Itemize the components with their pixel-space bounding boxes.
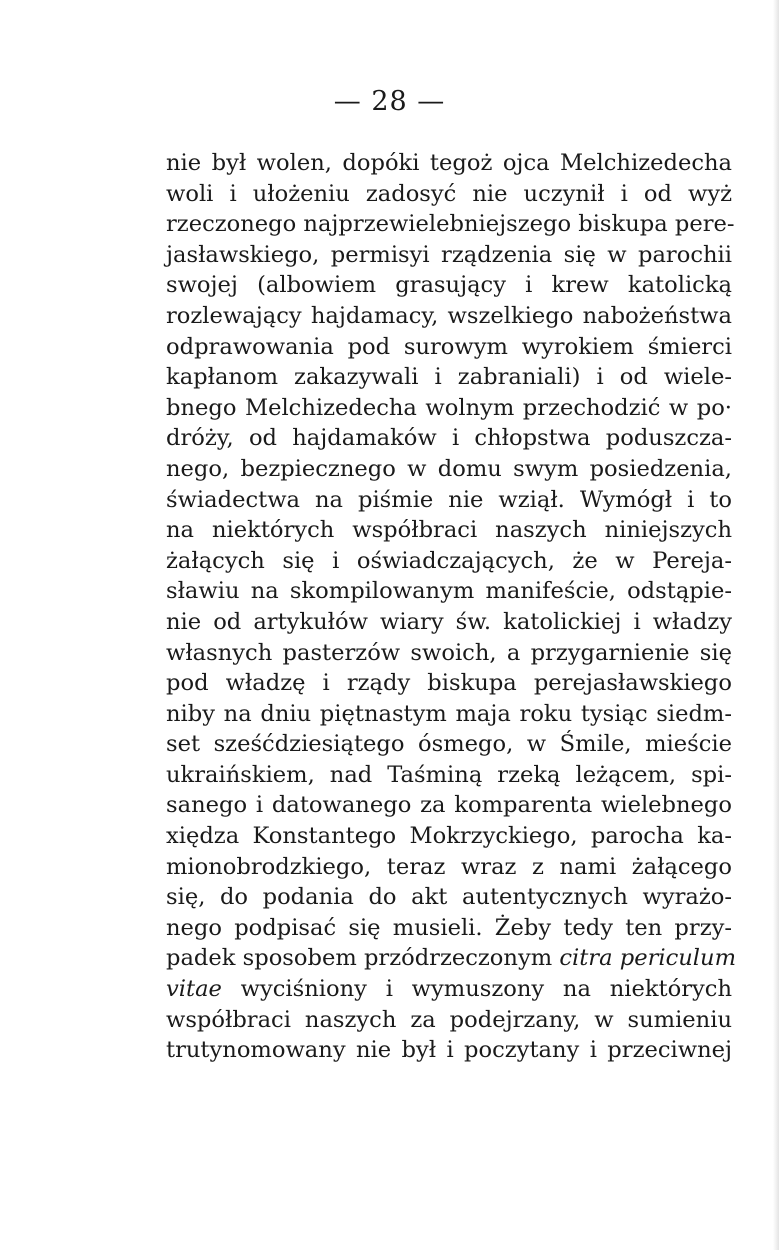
text-line: odprawowania pod surowym wyrokiem śmierci	[166, 333, 732, 360]
text-line: niby na dniu piętnastym maja roku tysiąc siedm-	[166, 700, 732, 727]
text-line: swojej (albowiem grasujący i krew katolicką	[166, 272, 732, 299]
text-line: kapłanom zakazywali i zabraniali) i od wiele-	[166, 364, 732, 391]
text-line: nie był wolen, dopóki tegoż ojca Melchizedecha	[166, 150, 732, 176]
text-line: żałących się i oświadczających, że w Pereja-	[166, 547, 732, 574]
text-line: sanego i datowanego za komparenta wielebnego	[166, 792, 732, 819]
text-line: współbraci naszych za podejrzany, w sumieniu	[166, 1006, 732, 1033]
text-line: set sześćdziesiątego ósmego, w Śmile, mieście	[166, 731, 732, 758]
text-line: dróży, od hajdamaków i chłopstwa poduszcza-	[166, 425, 732, 452]
text-line: rozlewający hajdamacy, wszelkiego nabożeństwa	[166, 302, 732, 329]
page-edge-shadow	[773, 0, 779, 1250]
text-line-with-italic	[166, 974, 732, 1005]
text-line: nego podpisać się musieli. Żeby tedy ten przy-	[166, 914, 732, 941]
text-line: xiędza Konstantego Mokrzyckiego, parocha ka-	[166, 823, 732, 850]
text-line: jasławskiego, permisyi rządzenia się w parochii	[166, 241, 732, 268]
text-line: sławiu na skompilowanym manifeście, odstąpie-	[166, 578, 732, 605]
page-number: — 28 —	[333, 86, 446, 117]
text-line: się, do podania do akt autentycznych wyrażo-	[166, 884, 732, 911]
text-line: mionobrodzkiego, teraz wraz z nami żałącego	[166, 853, 732, 880]
text-line: rzeczonego najprzewielebniejszego biskupa pere-	[166, 211, 735, 238]
text-line: nego, bezpiecznego w domu swym posiedzenia,	[166, 455, 732, 482]
text-line-with-italic	[166, 943, 737, 974]
text-line: nie od artykułów wiary św. katolickiej i władzy	[166, 608, 732, 635]
text-line: świadectwa na piśmie nie wziął. Wymógł i to	[166, 486, 732, 513]
text-line: bnego Melchizedecha wolnym przechodzić w po·	[166, 394, 732, 421]
text-span: padek sposobem przódrzeczonym	[166, 945, 560, 972]
text-line: ukraińskiem, nad Taśminą rzeką leżącem, spi-	[166, 761, 732, 788]
text-line: własnych pasterzów swoich, a przygarnienie się	[166, 639, 732, 666]
body-text	[166, 148, 737, 1066]
text-line: trutynomowany nie był i poczytany i przeciwnej	[166, 1037, 732, 1064]
text-span: wyciśniony i wymuszony na niektórych	[221, 976, 732, 1003]
text-line: pod władzę i rządy biskupa perejasławskiego	[166, 670, 732, 697]
text-line: na niektórych współbraci naszych niniejszych	[166, 517, 732, 544]
italic-latin-phrase: citra periculum	[559, 945, 737, 972]
text-line: woli i ułożeniu zadosyć nie uczynił i od wyż	[166, 180, 732, 207]
italic-latin-word: vitae	[166, 976, 222, 1003]
